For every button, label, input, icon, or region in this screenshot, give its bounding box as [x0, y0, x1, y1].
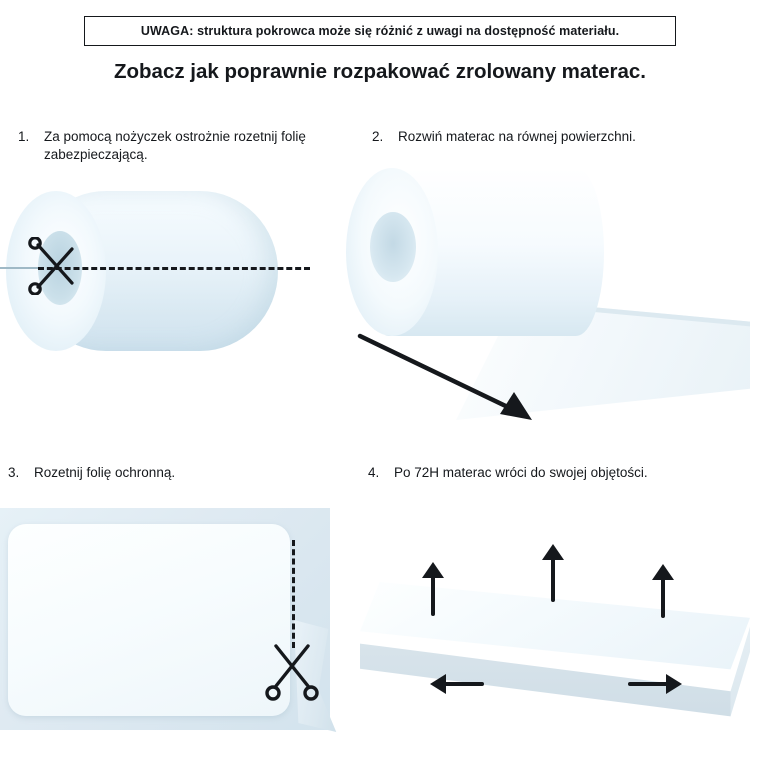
step-4-number: 4.: [368, 465, 380, 480]
page-title: Zobacz jak poprawnie rozpakować zrolowany materac.: [113, 60, 647, 83]
step-2-caption: [372, 128, 702, 146]
step-3-caption: [8, 464, 328, 482]
expand-arrow-up-center-icon: [540, 542, 566, 602]
step-3-illustration: [0, 500, 340, 745]
step-2-illustration: [340, 160, 760, 430]
flat-mattress: [8, 524, 290, 716]
step-2-text: Rozwiń materac na równej powierzchni.: [398, 129, 636, 144]
step-4-caption: [368, 464, 708, 482]
scissors-icon: [26, 237, 82, 295]
partially-rolled-mattress-core-hole: [370, 212, 416, 282]
expand-arrow-up-right-icon: [650, 562, 676, 618]
unroll-direction-arrow-icon: [350, 328, 550, 428]
step-4-text: Po 72H materac wróci do swojej objętości.: [394, 465, 648, 480]
step-1-number: 1.: [18, 129, 30, 144]
expand-arrow-left-icon: [428, 672, 484, 696]
cut-line-dashed-vertical: [292, 540, 295, 648]
step-1-text: Za pomocą nożyczek ostrożnie rozetnij folię zabezpieczającą.: [44, 129, 306, 163]
step-3-number: 3.: [8, 465, 20, 480]
expand-arrow-right-icon: [628, 672, 684, 696]
step-4-illustration: [350, 520, 760, 750]
scissors-icon: [262, 640, 322, 706]
step-3-text: Rozetnij folię ochronną.: [34, 465, 176, 480]
expand-arrow-up-left-icon: [420, 560, 446, 616]
notice-text: UWAGA: struktura pokrowca może się różnić z uwagi na dostępność materiału.: [140, 24, 620, 38]
notice-banner: [84, 16, 676, 46]
step-1-caption: [18, 128, 318, 164]
step-1-illustration: [0, 175, 340, 405]
step-2-number: 2.: [372, 129, 384, 144]
